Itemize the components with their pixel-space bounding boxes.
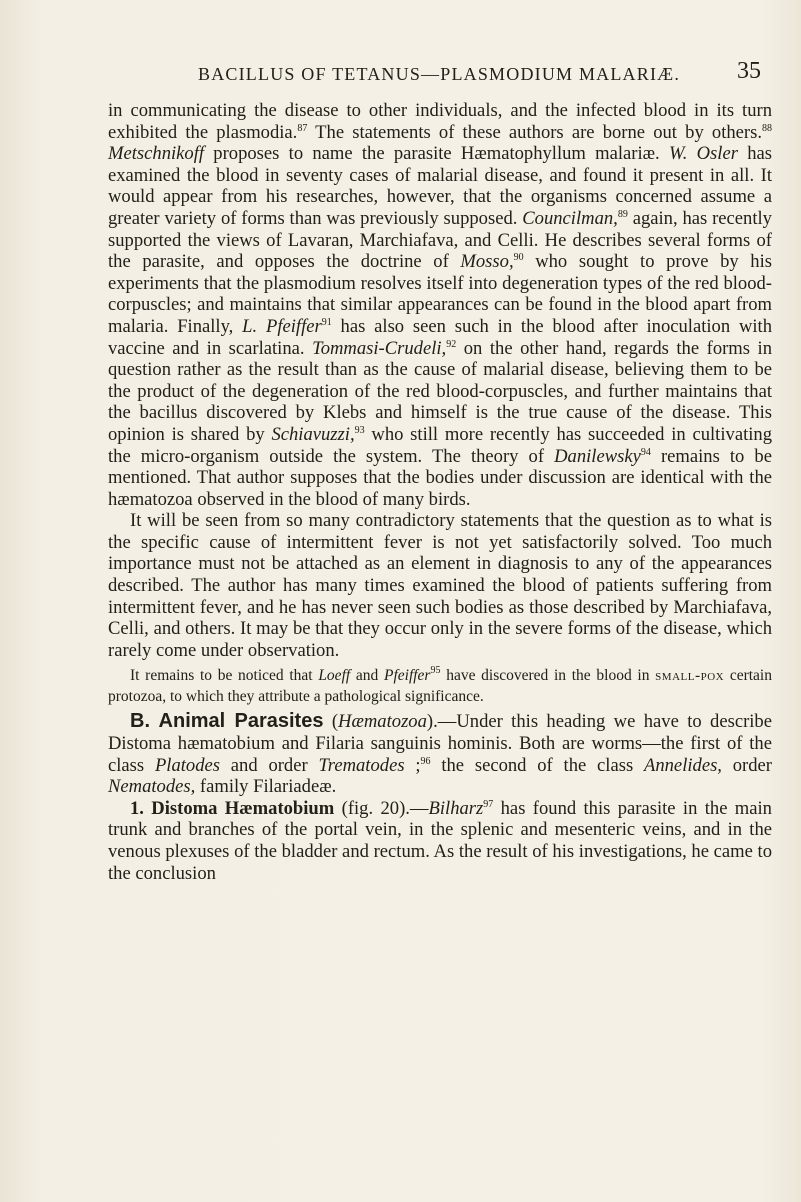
footnote-ref: 92 bbox=[446, 338, 457, 350]
footnote-ref: 90 bbox=[513, 252, 524, 264]
author-name: Tommasi-Crudeli, bbox=[312, 337, 447, 359]
footnote-ref: 97 bbox=[483, 798, 494, 810]
paragraph-malaria-authors: in communicating the disease to other individuals, and the infected blood in its turn exhibited the plasmodia.$^{87}$ The statements of these authors are borne out by others.$^{88}$ Metschnikoff proposes to name the parasite Hæmatophyllum malariæ. W. Osler has examined the blood in seventy cases of malarial disease, and found it present in all. It would appear from his researches, however, that the organisms concerned assume a greater variety of forms than was previously supposed. Councilman,$^{89}$ again, has recently supported the views of Lavaran, Marchiafava, and Celli. He describes several forms of the parasite, and opposes the doctrine of Mosso,$^{90}$ who sought to prove by his experiments that the plasmodium resolves itself into degeneration types of the red blood-corpuscles; and maintains that similar appearances can be found in the blood apart from malaria. Finally, L. Pfeiffer$^{91}$ has also seen such in the blood after inoculation with vaccine and in scarlatina. Tommasi-Crudeli,$^{92}$ on the other hand, regards the forms in question rather as the result than as the cause of malarial disease, believing them to be the product of the degeneration of the red blood-corpuscles, and further maintains that the bacillus discovered by Klebs and himself is the true cause of the disease. This opinion is shared by Schiavuzzi,$^{93}$ who still more recently has succeeded in cultivating the micro-organism outside the system. The theory of Danilewsky$^{94}$ remains to be mentioned. That author supposes that the bodies under discussion are identical with the hæmatozoa observed in the blood of many birds. bbox=[108, 100, 773, 510]
footnote-ref: 87 bbox=[297, 122, 308, 134]
author-name: Loeff bbox=[318, 667, 351, 685]
paragraph-conclusion: It will be seen from so many contradictory statements that the question as to what is the specific cause of intermittent fever is not yet satisfactorily solved. Too much importance must not be attached as an element in diagnosis to any of the appearances described. The author has many times examined the blood of patients suffering from intermittent fever, and he has never seen such bodies as those described by Marchiafava, Celli, and others. It may be that they occur only in the severe forms of the disease, which rarely come under observation. bbox=[108, 510, 772, 661]
page-header bbox=[110, 60, 761, 94]
author-name: Danilewsky bbox=[554, 445, 641, 467]
footnote-ref: 94 bbox=[640, 446, 651, 458]
subsection-heading: 1. Distoma Hæmatobium bbox=[130, 797, 335, 819]
running-head: BACILLUS OF TETANUS—PLASMODIUM MALARIÆ. bbox=[198, 64, 681, 84]
author-name: Bilharz bbox=[428, 797, 484, 819]
author-name: Schiavuzzi, bbox=[271, 423, 355, 445]
footnote-ref: 93 bbox=[354, 424, 365, 436]
section-heading: B. Animal Parasites bbox=[130, 710, 324, 733]
footnote-ref: 88 bbox=[762, 122, 772, 134]
footnote-ref: 95 bbox=[430, 665, 441, 677]
footnote-ref: 91 bbox=[321, 316, 332, 328]
author-name: Mosso, bbox=[460, 251, 514, 273]
body-text bbox=[108, 100, 772, 884]
page-number: 35 bbox=[737, 58, 761, 84]
author-name: Councilman, bbox=[522, 207, 618, 229]
paragraph-smallpox-note: It remains to be noticed that Loeff and Pfeiffer$^{95}$ have discovered in the blood in small-pox certain protozoa, to which they attribute a pathological significance. bbox=[108, 665, 772, 705]
section-animal-parasites: B. Animal Parasites (Hæmatozoa).—Under this heading we have to describe Distoma hæmatobium and Filaria sanguinis hominis. Both are worms—the first of the class Platodes and order Trematodes ;$^{96}$ the second of the class Annelides, order Nematodes, family Filariadeæ. bbox=[108, 710, 772, 798]
footnote-ref: 96 bbox=[420, 755, 431, 767]
footnote-ref: 89 bbox=[617, 208, 628, 220]
author-name: W. Osler bbox=[668, 143, 738, 165]
paragraph-distoma: 1. Distoma Hæmatobium (fig. 20).—Bilharz$^{97}$ has found this parasite in the main trunk and branches of the portal vein, in the splenic and mesenteric veins, and in the venous plexuses of the bladder and rectum. As the result of his investigations, he came to the conclusion bbox=[108, 797, 772, 884]
author-name: Pfeiffer bbox=[383, 667, 431, 685]
author-name: L. Pfeiffer bbox=[242, 315, 322, 337]
small-caps-term: small-pox bbox=[655, 667, 725, 685]
author-name: Metschnikoff bbox=[108, 143, 205, 165]
